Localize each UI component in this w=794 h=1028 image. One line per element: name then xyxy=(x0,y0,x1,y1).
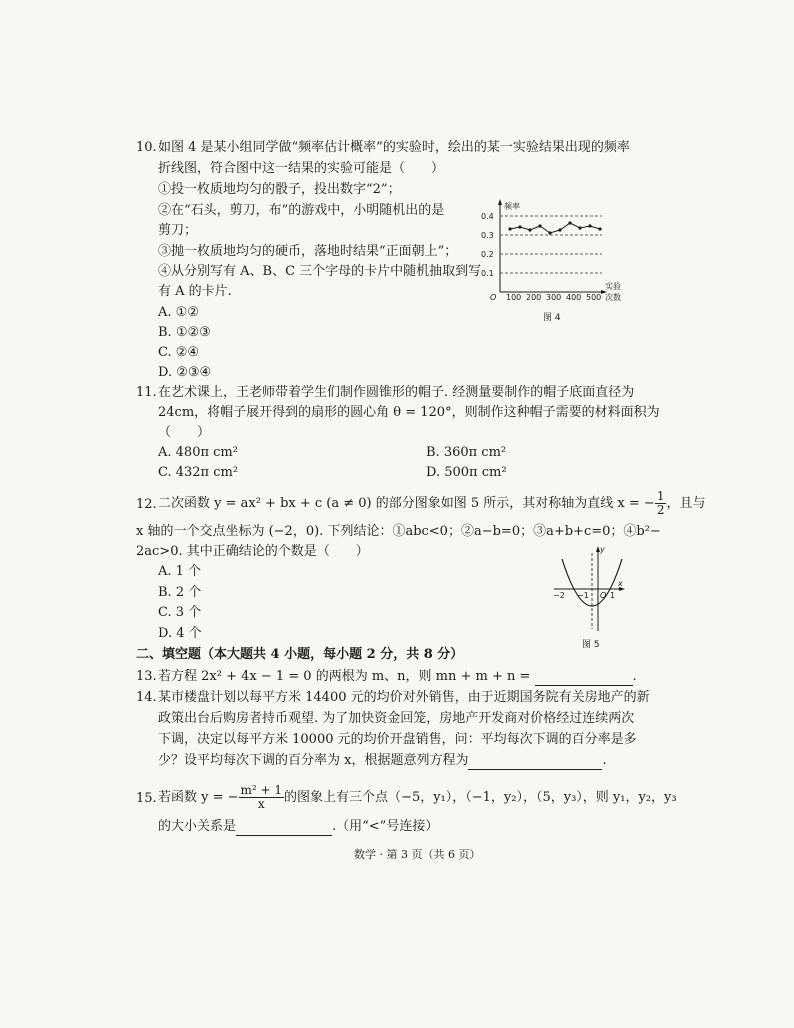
fig5-tick: −1 xyxy=(577,591,589,600)
figure-5-parabola xyxy=(552,543,632,651)
fig5-tick: −2 xyxy=(553,591,565,600)
q10-option-a[interactable]: A. ①② xyxy=(158,305,199,320)
q10-statement3: ③抛一枚质地均匀的硬币，落地时结果“正面朝上”； xyxy=(158,244,458,259)
fig4-xtick: 300 xyxy=(546,293,562,302)
q15-line2-end: .（用“<”号连接） xyxy=(332,819,439,834)
fig5-caption: 图 5 xyxy=(582,640,600,650)
q14-answer-blank[interactable] xyxy=(468,755,602,770)
q12-line2: x 轴的一个交点坐标为 (−2，0). 下列结论：①abc<0；②a−b=0；③a+b+c=0；④b²− xyxy=(136,524,661,539)
fig4-frequency-line xyxy=(510,223,600,233)
fig4-x-label-1: 实验 xyxy=(605,282,621,291)
fig4-caption: 图 4 xyxy=(543,313,561,323)
q11-option-b[interactable]: B. 360π cm² xyxy=(426,445,507,460)
q15-line2-text: 的大小关系是 xyxy=(158,819,237,834)
fig4-xtick: 500 xyxy=(586,293,602,302)
q15-fraction xyxy=(239,784,285,811)
fig4-point xyxy=(578,226,581,229)
q10-statement4a: ④从分别写有 A、B、C 三个字母的卡片中随机抽取到写 xyxy=(158,264,482,279)
q12-line1 xyxy=(158,490,705,518)
q12-option-c[interactable]: C. 3 个 xyxy=(158,605,202,620)
fig4-point xyxy=(598,227,601,230)
q14-line3: 下调，决定以每平方米 10000 元的均价开盘销售，问：平均每次下调的百分率是多 xyxy=(158,732,637,747)
q10-option-c[interactable]: C. ②④ xyxy=(158,345,200,360)
q11-option-c[interactable]: C. 432π cm² xyxy=(158,465,239,480)
q15-frac-top: m² + 1 xyxy=(240,783,283,797)
q12-option-d[interactable]: D. 4 个 xyxy=(158,626,202,641)
fig4-ytick: 0.3 xyxy=(481,231,494,240)
q12-number: 12. xyxy=(136,497,157,512)
fig4-y-arrow xyxy=(498,199,502,205)
q11-line3: （ ） xyxy=(158,425,211,440)
fig4-x-label-2: 次数 xyxy=(605,293,621,302)
q15-post: 的图象上有三个点（−5，y₁），（−1，y₂），（5，y₃），则 y₁，y₂，y₃ xyxy=(284,790,677,805)
q11-option-d[interactable]: D. 500π cm² xyxy=(426,465,507,480)
q14-line4-text: 少？设平均每次下调的百分率为 x，根据题意列方程为 xyxy=(158,753,469,768)
q13-answer-blank[interactable] xyxy=(535,671,633,686)
q15-number: 15. xyxy=(136,791,157,806)
q15-answer-blank[interactable] xyxy=(236,821,332,836)
q12-line3: 2ac>0. 其中正确结论的个数是（ ） xyxy=(136,544,369,559)
q12-fraction xyxy=(655,490,667,517)
q12-frac-top: 1 xyxy=(656,489,665,503)
q12-option-b[interactable]: B. 2 个 xyxy=(158,585,202,600)
fig4-point xyxy=(588,224,591,227)
q15-line1 xyxy=(158,782,677,814)
q10-option-b[interactable]: B. ①②③ xyxy=(158,325,211,340)
q10-statement1: ①投一枚质地均匀的骰子，投出数字“2”； xyxy=(158,182,401,197)
fig5-tick: 1 xyxy=(610,591,616,600)
q12-option-a[interactable]: A. 1 个 xyxy=(158,564,202,579)
fig4-ytick: 0.1 xyxy=(481,269,494,278)
q10-number: 10. xyxy=(136,140,157,155)
fig4-ytick: 0.2 xyxy=(481,250,494,259)
q11-line1: 在艺术课上，王老师带着学生们制作圆锥形的帽子. 经测量要制作的帽子底面直径为 xyxy=(158,385,635,400)
q10-statement2a: ②在“石头，剪刀，布”的游戏中，小明随机出的是 xyxy=(158,203,445,218)
q12-line1-text: 二次函数 y = ax² + bx + c (a ≠ 0) 的部分图象如图 5 所示，其对称轴为直线 x = − xyxy=(158,496,655,511)
fig4-point xyxy=(538,224,541,227)
fig4-origin: O xyxy=(490,293,497,302)
fig4-point xyxy=(558,228,561,231)
q14-number: 14. xyxy=(136,690,157,705)
fig5-y-label: y xyxy=(600,545,605,554)
q14-line2: 政策出台后购房者持币观望. 为了加快资金回笼，房地产开发商对价格经过连续两次 xyxy=(158,711,635,726)
q11-line2: 24cm，将帽子展开得到的扇形的圆心角 θ = 120°，则制作这种帽子需要的材料面积为 xyxy=(158,405,660,420)
figure-4-frequency-chart xyxy=(476,196,622,326)
q11-option-a[interactable]: A. 480π cm² xyxy=(158,445,238,460)
q14-line4 xyxy=(158,752,607,770)
fig4-xtick: 100 xyxy=(506,293,522,302)
q11-number: 11. xyxy=(136,385,157,400)
q13-number: 13. xyxy=(136,669,157,684)
q14-line1: 某市楼盘计划以每平方米 14400 元的均价对外销售，由于近期国务院有关房地产的新 xyxy=(158,690,650,705)
fig5-origin: O xyxy=(600,591,607,600)
q14-period: . xyxy=(602,753,607,768)
q15-frac-bottom: x xyxy=(257,797,265,811)
page-footer: 数学 · 第 3 页（共 6 页） xyxy=(354,848,481,861)
fig4-xtick: 400 xyxy=(566,293,582,302)
q12-frac-bottom: 2 xyxy=(656,503,665,517)
fig4-point xyxy=(508,227,511,230)
fig4-y-label: 频率 xyxy=(504,202,520,211)
q10-line1: 如图 4 是某小组同学做“频率估计概率”的实验时，绘出的某一实验结果出现的频率 xyxy=(158,140,630,155)
q13-text: 若方程 2x² + 4x − 1 = 0 的两根为 m、n，则 mn + m + n = xyxy=(158,669,531,684)
q10-statement4b: 有 A 的卡片. xyxy=(158,284,232,299)
q15-line2 xyxy=(158,818,438,836)
fig4-ytick: 0.4 xyxy=(481,212,494,221)
fig4-point xyxy=(548,231,551,234)
q13-line: 若方程 2x² + 4x − 1 = 0 的两根为 m、n，则 mn + m + n = . xyxy=(158,669,637,684)
q10-option-d[interactable]: D. ②③④ xyxy=(158,365,212,380)
fig4-point xyxy=(518,225,521,228)
q15-pre: 若函数 y = − xyxy=(158,790,239,805)
section-fill-in-heading: 二、填空题（本大题共 4 小题，每小题 2 分，共 8 分） xyxy=(136,647,464,662)
q10-statement2b: 剪刀； xyxy=(158,223,198,238)
q10-line2: 折线图，符合图中这一结果的实验可能是（ ） xyxy=(158,161,445,176)
fig5-x-label: x xyxy=(618,579,623,588)
fig4-point xyxy=(528,228,531,231)
q12-line1-end: ，且与 xyxy=(666,496,706,511)
fig4-point xyxy=(568,221,571,224)
fig4-xtick: 200 xyxy=(526,293,542,302)
